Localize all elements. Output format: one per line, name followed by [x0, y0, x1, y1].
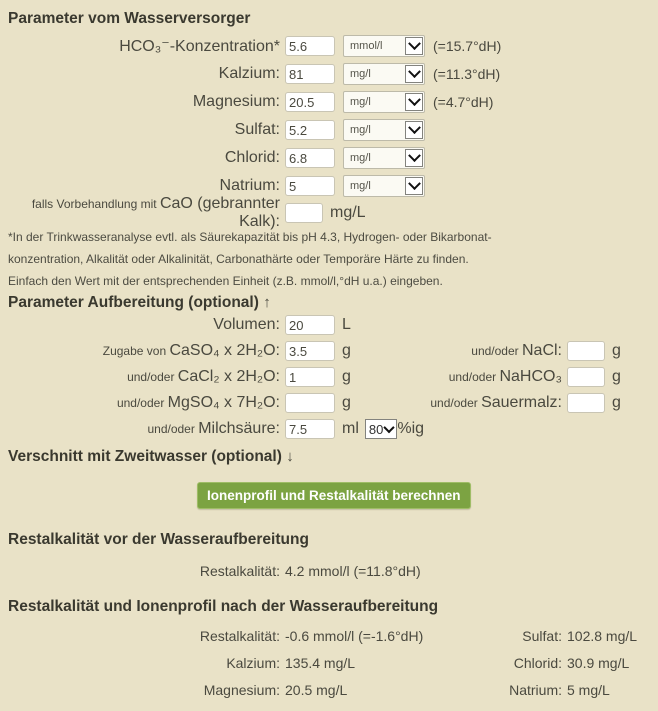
chlorid-input[interactable]	[285, 148, 335, 168]
hco3-dh-value: (=15.7°dH)	[433, 38, 502, 54]
sauermalz-input[interactable]	[567, 393, 605, 413]
chevron-down-icon	[384, 422, 395, 433]
restalkalitaet-before-value: 4.2 mmol/l (=11.8°dH)	[285, 562, 421, 579]
results-before-heading: Restalkalität vor der Wasseraufbereitung	[8, 531, 309, 548]
mgso4-sauermalz-row	[8, 390, 650, 416]
supplier-form	[8, 32, 650, 230]
kalzium-input[interactable]	[285, 64, 335, 84]
hco3-label: HCO₃⁻-Konzentration*	[119, 38, 280, 55]
chlorid-result-group	[390, 649, 629, 676]
results-before-row	[8, 557, 650, 584]
kalzium-label: Kalzium:	[218, 65, 280, 82]
cacl2-nahco3-row	[8, 364, 650, 390]
sulfat-result-group	[390, 622, 637, 649]
footnote-line: konzentration, Alkalität oder Alkalinität, Carbonathärte oder Temporäre Härte zu finden.	[8, 252, 469, 266]
mgso4-unit-label: g	[342, 394, 351, 411]
expand-down-arrow[interactable]: ↓	[286, 448, 294, 465]
caso4-input[interactable]	[285, 341, 335, 361]
supplier-section-heading: Parameter vom Wasserversorger	[8, 10, 251, 27]
milchsaeure-input[interactable]	[285, 419, 335, 439]
results-after-table	[8, 622, 650, 703]
results-after-row	[8, 649, 650, 676]
chevron-down-icon	[405, 121, 423, 139]
sauermalz-group	[390, 390, 621, 416]
cao-row	[8, 195, 650, 230]
milchsaeure-label: und/oder Milchsäure:	[147, 420, 280, 437]
kalzium-result-label: Kalzium:	[226, 654, 280, 671]
nahco3-input[interactable]	[567, 367, 605, 387]
natrium-unit-select[interactable]	[343, 175, 425, 197]
kalzium-result-value: 135.4 mg/L	[285, 654, 356, 671]
restalkalitaet-before-label: Restalkalität:	[199, 562, 280, 579]
magnesium-dh-value: (=4.7°dH)	[433, 94, 494, 110]
caso4-nacl-row	[8, 338, 650, 364]
chlorid-row	[8, 144, 650, 172]
mgso4-label: und/oder MgSO₄ x 7H₂O:	[116, 394, 280, 411]
chlorid-unit-select[interactable]	[343, 147, 425, 169]
chlorid-unit-value: mg/l	[350, 152, 371, 164]
kalzium-dh-value: (=11.3°dH)	[433, 66, 501, 82]
milchsaeure-percent-value: 80	[368, 421, 384, 437]
magnesium-row	[8, 88, 650, 116]
chlorid-result-label: Chlorid:	[513, 654, 562, 671]
cacl2-unit-label: g	[342, 368, 351, 385]
volumen-input[interactable]	[285, 315, 335, 335]
results-after-row	[8, 622, 650, 649]
hco3-row	[8, 32, 650, 60]
magnesium-label: Magnesium:	[192, 93, 280, 110]
sulfat-row	[8, 116, 650, 144]
chlorid-label: Chlorid:	[224, 149, 280, 166]
chevron-down-icon	[405, 177, 423, 195]
magnesium-unit-select[interactable]	[343, 91, 425, 113]
magnesium-result-label: Magnesium:	[203, 681, 280, 698]
restalkalitaet-after-label: Restalkalität:	[199, 627, 280, 644]
treatment-form	[8, 312, 650, 442]
caso4-unit-label: g	[342, 342, 351, 359]
nacl-group	[390, 338, 621, 364]
nahco3-unit-label: g	[612, 368, 621, 385]
milchsaeure-percent-select[interactable]	[365, 419, 397, 439]
chevron-down-icon	[405, 65, 423, 83]
footnote-line: *In der Trinkwasseranalyse evtl. als Säurekapazität bis pH 4.3, Hydrogen- oder Bikarbonat-	[8, 230, 492, 244]
sulfat-label: Sulfat:	[234, 121, 280, 138]
chlorid-result-value: 30.9 mg/L	[567, 654, 630, 671]
kalzium-row	[8, 60, 650, 88]
cao-input[interactable]	[285, 203, 323, 223]
caso4-label: Zugabe von CaSO₄ x 2H₂O:	[102, 342, 280, 359]
natrium-label: Natrium:	[219, 177, 280, 194]
chevron-down-icon	[405, 37, 423, 55]
nacl-input[interactable]	[567, 341, 605, 361]
collapse-up-arrow[interactable]: ↑	[263, 294, 271, 311]
kalzium-unit-select[interactable]	[343, 63, 425, 85]
nacl-label: und/oder NaCl:	[471, 342, 562, 359]
milchsaeure-percent-suffix: %ig	[397, 420, 425, 437]
sulfat-result-value: 102.8 mg/L	[567, 627, 638, 644]
cacl2-input[interactable]	[285, 367, 335, 387]
verschnitt-section-heading: Verschnitt mit Zweitwasser (optional) ↓	[8, 448, 294, 465]
nacl-unit-label: g	[612, 342, 621, 359]
sulfat-unit-select[interactable]	[343, 119, 425, 141]
footnote-line: Einfach den Wert mit der entsprechenden Einheit (z.B. mmol/l,°dH u.a.) eingeben.	[8, 274, 443, 288]
natrium-result-label: Natrium:	[509, 681, 562, 698]
mgso4-input[interactable]	[285, 393, 335, 413]
volumen-row	[8, 312, 650, 338]
hco3-unit-select[interactable]	[343, 35, 425, 57]
volumen-label: Volumen:	[213, 316, 280, 333]
hco3-footnote	[8, 226, 650, 292]
volumen-unit-label: L	[342, 316, 351, 333]
natrium-unit-value: mg/l	[350, 180, 371, 192]
nahco3-group	[390, 364, 621, 390]
results-after-heading: Restalkalität und Ionenprofil nach der Wasseraufbereitung	[8, 598, 439, 615]
calculate-button[interactable]: Ionenprofil und Restalkalität berechnen	[197, 482, 471, 509]
sulfat-unit-value: mg/l	[350, 124, 371, 136]
results-after-row	[8, 676, 650, 703]
restalkalitaet-after-value: -0.6 mmol/l (=-1.6°dH)	[285, 627, 424, 644]
cao-label: falls Vorbehandlung mit CaO (gebrannter Kalk):	[31, 195, 280, 230]
magnesium-result-value: 20.5 mg/L	[285, 681, 348, 698]
magnesium-input[interactable]	[285, 92, 335, 112]
cacl2-label: und/oder CaCl₂ x 2H₂O:	[127, 368, 280, 385]
sauermalz-label: und/oder Sauermalz:	[430, 394, 562, 411]
hco3-input[interactable]	[285, 36, 335, 56]
natrium-result-value: 5 mg/L	[567, 681, 610, 698]
nahco3-label: und/oder NaHCO₃	[448, 368, 562, 385]
natrium-result-group	[390, 676, 610, 703]
magnesium-unit-value: mg/l	[350, 96, 371, 108]
milchsaeure-row	[8, 416, 650, 442]
treatment-section-heading: Parameter Aufbereitung (optional) ↑	[8, 294, 271, 311]
sauermalz-unit-label: g	[612, 394, 621, 411]
milchsaeure-unit-label: ml	[342, 420, 359, 437]
sulfat-result-label: Sulfat:	[522, 627, 562, 644]
natrium-input[interactable]	[285, 176, 335, 196]
chevron-down-icon	[405, 93, 423, 111]
sulfat-input[interactable]	[285, 120, 335, 140]
cao-unit-label: mg/L	[330, 204, 366, 221]
kalzium-unit-value: mg/l	[350, 68, 371, 80]
hco3-unit-value: mmol/l	[350, 40, 383, 52]
chevron-down-icon	[405, 149, 423, 167]
